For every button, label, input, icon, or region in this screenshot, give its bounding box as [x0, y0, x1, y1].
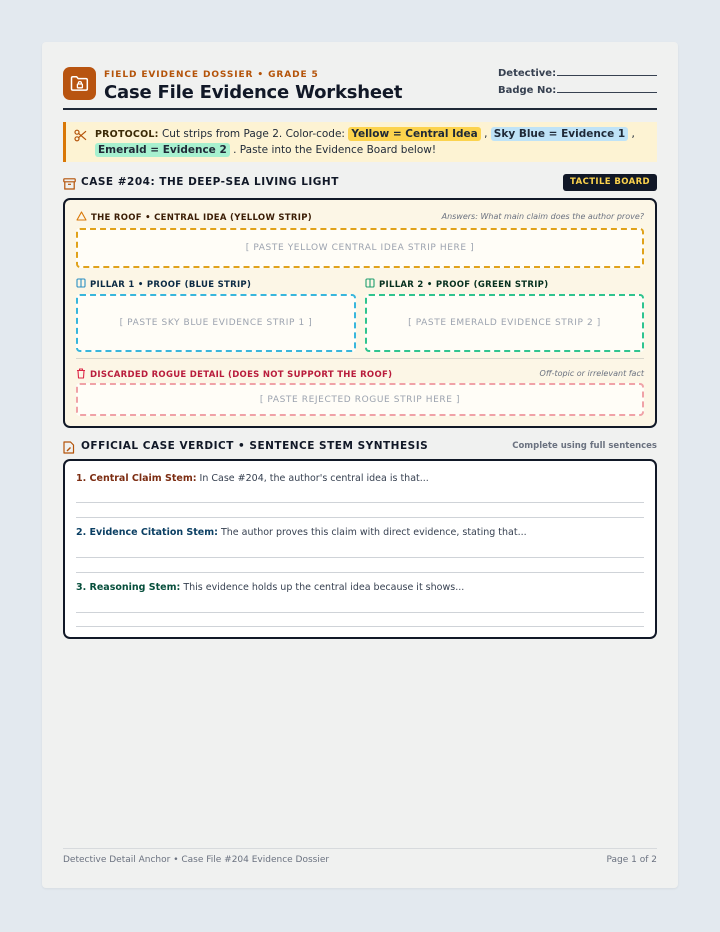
id-fields [498, 68, 657, 102]
stem-1-label: 1. Central Claim Stem: [76, 473, 197, 484]
detective-field[interactable] [498, 68, 657, 85]
roof-drop-zone[interactable]: [ PASTE YELLOW CENTRAL IDEA STRIP HERE ] [76, 228, 644, 268]
discard-title [76, 368, 392, 382]
stem-3-text: This evidence holds up the central idea because it shows... [180, 582, 465, 593]
footer-left: Detective Detail Anchor • Case File #204 Evidence Dossier [63, 855, 330, 865]
dossier-kicker: FIELD EVIDENCE DOSSIER • GRADE 5 [104, 70, 319, 80]
folder-lock-icon [63, 67, 96, 100]
roof-title [76, 211, 312, 224]
archive-icon [63, 175, 76, 194]
pillar2-title [365, 278, 548, 291]
stem-central-claim [76, 473, 644, 484]
case-heading [63, 173, 657, 193]
verdict-heading [63, 438, 657, 456]
badge-write-line[interactable] [557, 92, 657, 93]
detective-write-line[interactable] [557, 75, 657, 76]
pillar1-title-text: PILLAR 1 • PROOF (BLUE STRIP) [90, 279, 252, 290]
stem-evidence-citation [76, 527, 644, 538]
pillar-icon [76, 278, 86, 291]
protocol-callout [63, 122, 657, 162]
header [63, 66, 657, 110]
roof-title-text: THE ROOF • CENTRAL IDEA (YELLOW STRIP) [91, 212, 312, 223]
tactile-board-badge: TACTILE BOARD [563, 174, 657, 191]
case-title: CASE #204: THE DEEP-SEA LIVING LIGHT [81, 176, 339, 188]
header-rule [63, 108, 657, 110]
evidence-board [63, 198, 657, 428]
trash-icon [76, 368, 86, 382]
protocol-text-before: Cut strips from Page 2. Color-code: [158, 128, 349, 140]
protocol-sep-2: , [628, 128, 635, 140]
protocol-text-after: . Paste into the Evidence Board below! [229, 143, 437, 156]
pillar2-title-text: PILLAR 2 • PROOF (GREEN STRIP) [379, 279, 549, 290]
pillar1-drop-zone[interactable]: [ PASTE SKY BLUE EVIDENCE STRIP 1 ] [76, 294, 356, 352]
scissors-icon [74, 129, 87, 147]
badge-field[interactable] [498, 85, 657, 102]
pillar2-drop-zone[interactable]: [ PASTE EMERALD EVIDENCE STRIP 2 ] [365, 294, 644, 352]
discard-hint: Off-topic or irrelevant fact [539, 369, 644, 378]
pillar-icon [365, 278, 375, 291]
document-pen-icon [63, 439, 75, 458]
footer-rule [63, 848, 657, 849]
stem-1-text: In Case #204, the author's central idea is that... [196, 473, 429, 484]
write-line[interactable] [76, 612, 644, 613]
roof-hint: Answers: What main claim does the author prove? [441, 212, 644, 221]
write-line[interactable] [76, 502, 644, 503]
footer-page-number: Page 1 of 2 [606, 855, 657, 865]
discard-drop-zone[interactable]: [ PASTE REJECTED ROGUE STRIP HERE ] [76, 383, 644, 416]
board-divider [76, 358, 644, 359]
write-line[interactable] [76, 517, 644, 518]
stem-3-label: 3. Reasoning Stem: [76, 582, 181, 593]
chip-green: Emerald = Evidence 2 [95, 143, 230, 157]
stem-2-text: The author proves this claim with direct evidence, stating that... [217, 527, 527, 538]
discard-title-text: DISCARDED ROGUE DETAIL (DOES NOT SUPPORT THE ROOF) [90, 370, 393, 380]
badge-label: Badge No: [498, 85, 557, 96]
chip-yellow: Yellow = Central Idea [348, 127, 480, 141]
page-title: Case File Evidence Worksheet [104, 82, 403, 103]
verdict-title: OFFICIAL CASE VERDICT • SENTENCE STEM SYNTHESIS [81, 440, 429, 452]
stem-2-label: 2. Evidence Citation Stem: [76, 527, 218, 538]
write-line[interactable] [76, 557, 644, 558]
verdict-note: Complete using full sentences [512, 441, 657, 451]
write-line[interactable] [76, 626, 644, 627]
protocol-label: PROTOCOL: [95, 129, 159, 140]
stem-reasoning [76, 582, 644, 593]
verdict-box [63, 459, 657, 639]
protocol-sep-1: , [480, 128, 491, 140]
detective-label: Detective: [498, 68, 557, 79]
triangle-icon [76, 211, 87, 224]
write-line[interactable] [76, 572, 644, 573]
worksheet-page [42, 42, 678, 888]
pillar1-title [76, 278, 251, 291]
chip-blue: Sky Blue = Evidence 1 [491, 127, 628, 141]
